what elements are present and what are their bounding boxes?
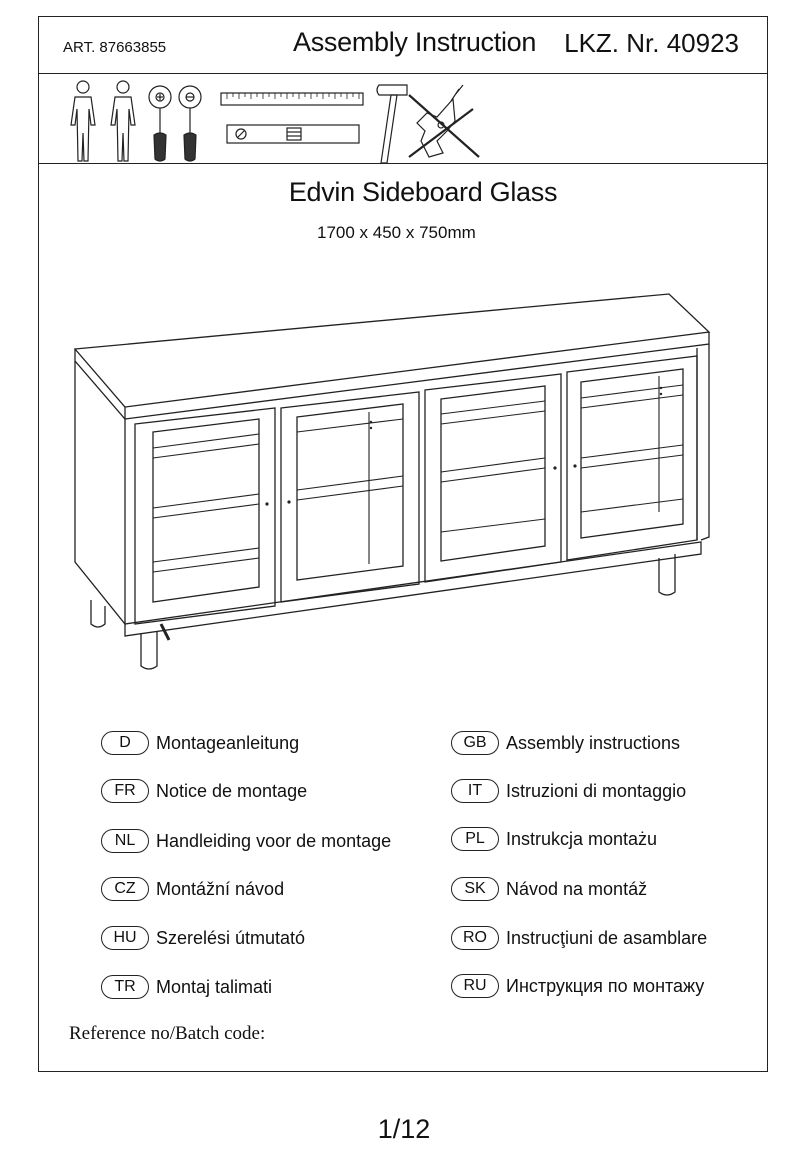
language-item-nl bbox=[101, 829, 391, 853]
header bbox=[39, 17, 767, 74]
language-item-ru bbox=[451, 974, 704, 998]
language-code: GB bbox=[451, 731, 499, 755]
language-code: HU bbox=[101, 926, 149, 950]
ruler-icon bbox=[221, 93, 363, 105]
hammer-icon bbox=[377, 85, 407, 163]
language-label: Istruzioni di montaggio bbox=[506, 780, 687, 801]
language-label: Instrucţiuni de asamblare bbox=[506, 927, 708, 948]
tools-row bbox=[39, 73, 767, 164]
language-label: Montážní návod bbox=[156, 878, 285, 899]
product-name: Edvin Sideboard Glass bbox=[288, 177, 558, 207]
language-code: FR bbox=[101, 779, 149, 803]
language-label: Notice de montage bbox=[156, 780, 308, 801]
product-dimensions: 1700 x 450 x 750mm bbox=[317, 223, 476, 242]
language-label: Szerelési útmutató bbox=[156, 927, 306, 948]
language-code: D bbox=[101, 731, 149, 755]
page-number: 1/12 bbox=[377, 1114, 431, 1144]
language-item-hu bbox=[101, 926, 305, 950]
language-code: CZ bbox=[101, 877, 149, 901]
language-item-d bbox=[101, 731, 299, 755]
language-code: SK bbox=[451, 877, 499, 901]
language-item-ro bbox=[451, 926, 707, 950]
language-label: Handleiding voor de montage bbox=[156, 830, 392, 851]
article-number: ART. 87663855 bbox=[63, 39, 167, 56]
language-code: TR bbox=[101, 975, 149, 999]
language-item-it bbox=[451, 779, 686, 803]
language-item-sk bbox=[451, 877, 647, 901]
language-item-cz bbox=[101, 877, 284, 901]
language-code: RO bbox=[451, 926, 499, 950]
flat-screwdriver-icon bbox=[179, 86, 201, 161]
language-item-pl bbox=[451, 827, 657, 851]
instruction-frame bbox=[38, 16, 768, 1072]
lkz-number: LKZ. Nr. 40923 bbox=[564, 28, 739, 58]
no-power-drill-icon bbox=[409, 85, 479, 157]
language-code: RU bbox=[451, 974, 499, 998]
language-label: Instrukcja montażu bbox=[506, 828, 658, 849]
two-persons-icon bbox=[71, 81, 135, 161]
reference-batch-code: Reference no/Batch code: bbox=[69, 1023, 266, 1044]
document-title: Assembly Instruction bbox=[293, 27, 537, 57]
language-code: IT bbox=[451, 779, 499, 803]
language-label: Montaj talimati bbox=[156, 976, 273, 997]
language-item-tr bbox=[101, 975, 272, 999]
language-label: Assembly instructions bbox=[506, 732, 681, 753]
spirit-level-icon bbox=[227, 125, 359, 143]
language-label: Návod na montáž bbox=[506, 878, 648, 899]
language-label: Инструкция по монтажу bbox=[506, 975, 705, 996]
language-code: NL bbox=[101, 829, 149, 853]
language-item-gb bbox=[451, 731, 680, 755]
language-label: Montageanleitung bbox=[156, 732, 300, 753]
language-code: PL bbox=[451, 827, 499, 851]
sideboard-illustration bbox=[69, 272, 719, 672]
language-item-fr bbox=[101, 779, 307, 803]
phillips-screwdriver-icon bbox=[149, 86, 171, 161]
